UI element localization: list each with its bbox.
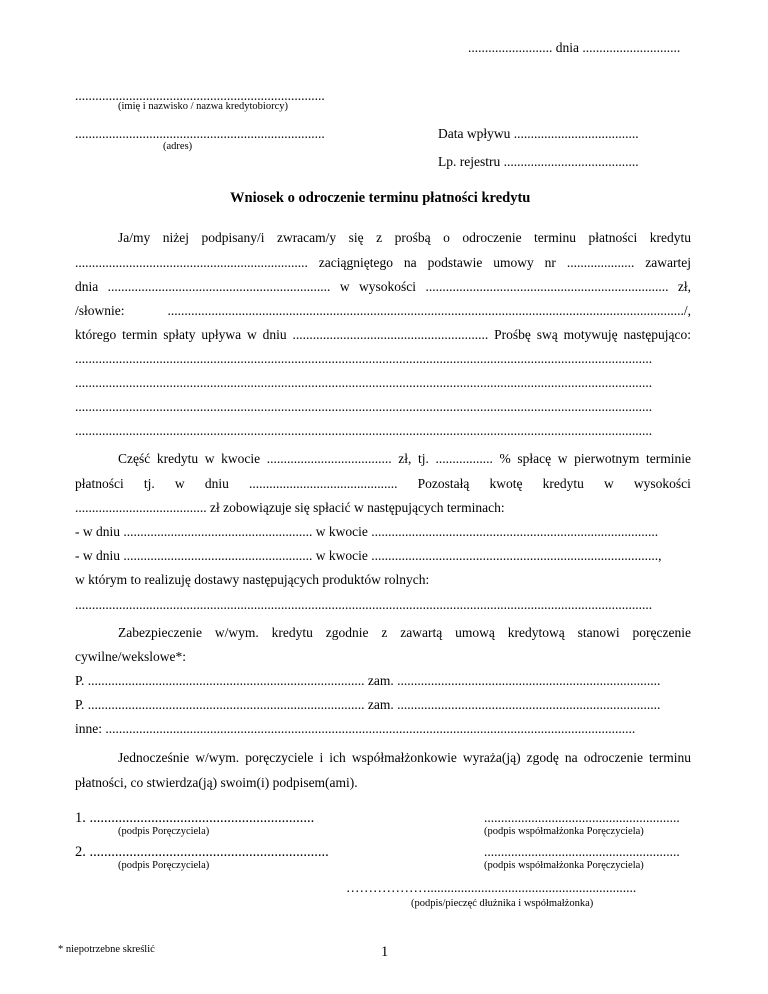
- p1-line-2: ..................................................................... zaciągniętego na podstawie umowy nr .................... zawartej: [75, 255, 691, 270]
- p2-line-5: - w dniu ........................................................ w kwocie .....................................................................................,: [75, 548, 662, 563]
- address-caption: (adres): [163, 141, 193, 152]
- dots-line-3: ...........................................................................................................................................................................: [75, 399, 653, 414]
- p3-line-5: inne: .............................................................................................................................................................: [75, 721, 636, 736]
- signature-2-spouse-line: ..........................................................: [484, 844, 680, 859]
- address-dots: ..........................................................................: [75, 126, 325, 141]
- p1-line-3: dnia .................................................................. w wysokości ........................................................................ zł,: [75, 279, 691, 294]
- p4-line-2: płatności, co stwierdza(ją) swoim(i) podpisem(ami).: [75, 775, 358, 790]
- p2-word: kwotę: [489, 476, 523, 491]
- lp-rejestru: Lp. rejestru ........................................: [438, 154, 639, 169]
- signature-1-line: 1. ..............................................................: [75, 810, 315, 826]
- p2-word: płatności: [75, 476, 124, 491]
- debtor-signature-line: ………………..............................................................: [346, 880, 637, 895]
- p1-line-4: /słownie: ........................................................................................................................................................./,: [75, 303, 691, 318]
- p2-line-3: ....................................... zł zobowiązuje się spłacić w następujących terminach:: [75, 500, 505, 515]
- signature-1-spouse-caption: (podpis współmałżonka Poręczyciela): [484, 826, 644, 837]
- dots-line-5: ...........................................................................................................................................................................: [75, 597, 653, 612]
- signature-1-caption: (podpis Poręczyciela): [118, 826, 210, 837]
- p2-word: kredytu: [542, 476, 584, 491]
- p2-line-2: [75, 476, 691, 492]
- p2-line-4: - w dniu ........................................................ w kwocie .....................................................................................: [75, 524, 659, 539]
- p2-word: tj.: [143, 476, 155, 491]
- signature-2-line: 2. ..................................................................: [75, 844, 329, 860]
- p2-word: w: [174, 476, 185, 491]
- p1-line-1: Ja/my niżej podpisany/i zwracam/y się z prośbą o odroczenie terminu płatności kredytu: [118, 230, 691, 245]
- p1-line-5: którego termin spłaty upływa w dniu .......................................................... Prośbę swą motywuję następująco:: [75, 327, 691, 342]
- p3-line-2: cywilne/wekslowe*:: [75, 649, 186, 664]
- page-title: Wniosek o odroczenie terminu płatności kredytu: [230, 190, 531, 206]
- p3-line-3: P. .................................................................................. zam. ..............................................................................: [75, 673, 661, 688]
- data-wplywu: Data wpływu .....................................: [438, 126, 639, 141]
- signature-2-spouse-caption: (podpis współmałżonka Poręczyciela): [484, 860, 644, 871]
- p2-word: dniu: [204, 476, 229, 491]
- p3-line-1: Zabezpieczenie w/wym. kredytu zgodnie z zawartą umową kredytową stanowi poręczenie: [118, 625, 691, 640]
- p2-word: ............................................: [248, 476, 398, 491]
- dots-line-1: ...........................................................................................................................................................................: [75, 351, 653, 366]
- p2-line-6: w którym to realizuję dostawy następujących produktów rolnych:: [75, 572, 430, 587]
- signature-1-spouse-line: ..........................................................: [484, 810, 680, 825]
- signature-2-caption: (podpis Poręczyciela): [118, 860, 210, 871]
- p2-word: Pozostałą: [417, 476, 470, 491]
- date-line: ......................... dnia .............................: [468, 40, 681, 55]
- p2-word: wysokości: [633, 476, 691, 491]
- dots-line-4: ...........................................................................................................................................................................: [75, 423, 653, 438]
- name-dots: ..........................................................................: [75, 88, 325, 103]
- dots-line-2: ...........................................................................................................................................................................: [75, 375, 653, 390]
- debtor-signature-caption: (podpis/pieczęć dłużnika i współmałżonka): [411, 898, 594, 909]
- name-caption: (imię i nazwisko / nazwa kredytobiorcy): [118, 101, 288, 112]
- p4-line-1: Jednocześnie w/wym. poręczyciele i ich współmałżonkowie wyraża(ją) zgodę na odroczenie terminu: [118, 750, 691, 765]
- p3-line-4: P. .................................................................................. zam. ..............................................................................: [75, 697, 661, 712]
- footnote: * niepotrzebne skreślić: [58, 944, 155, 955]
- p2-word: w: [604, 476, 614, 491]
- page-number: 1: [381, 944, 389, 960]
- p2-line-1: Część kredytu w kwocie ..................................... zł, tj. ................. % spłacę w pierwotnym terminie: [118, 451, 691, 466]
